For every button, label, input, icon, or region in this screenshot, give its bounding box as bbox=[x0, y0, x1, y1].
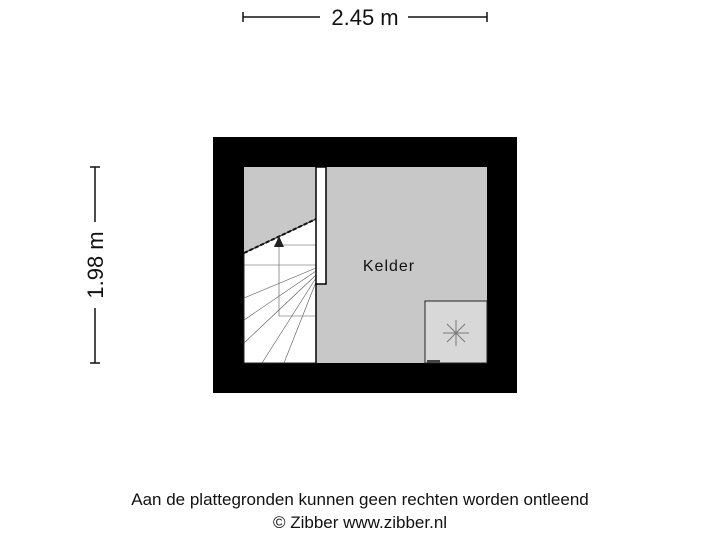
width-dimension bbox=[243, 5, 487, 30]
partition-wall bbox=[316, 167, 326, 284]
copyright-text: © Zibber www.zibber.nl bbox=[272, 513, 448, 532]
width-label: 2.45 m bbox=[331, 5, 399, 30]
room-label-kelder: Kelder bbox=[362, 258, 416, 275]
disclaimer-text: Aan de plattegronden kunnen geen rechten worden ontleend bbox=[131, 490, 589, 509]
height-label: 1.98 m bbox=[83, 231, 108, 299]
height-dimension bbox=[83, 167, 108, 363]
utility-unit bbox=[425, 301, 487, 363]
